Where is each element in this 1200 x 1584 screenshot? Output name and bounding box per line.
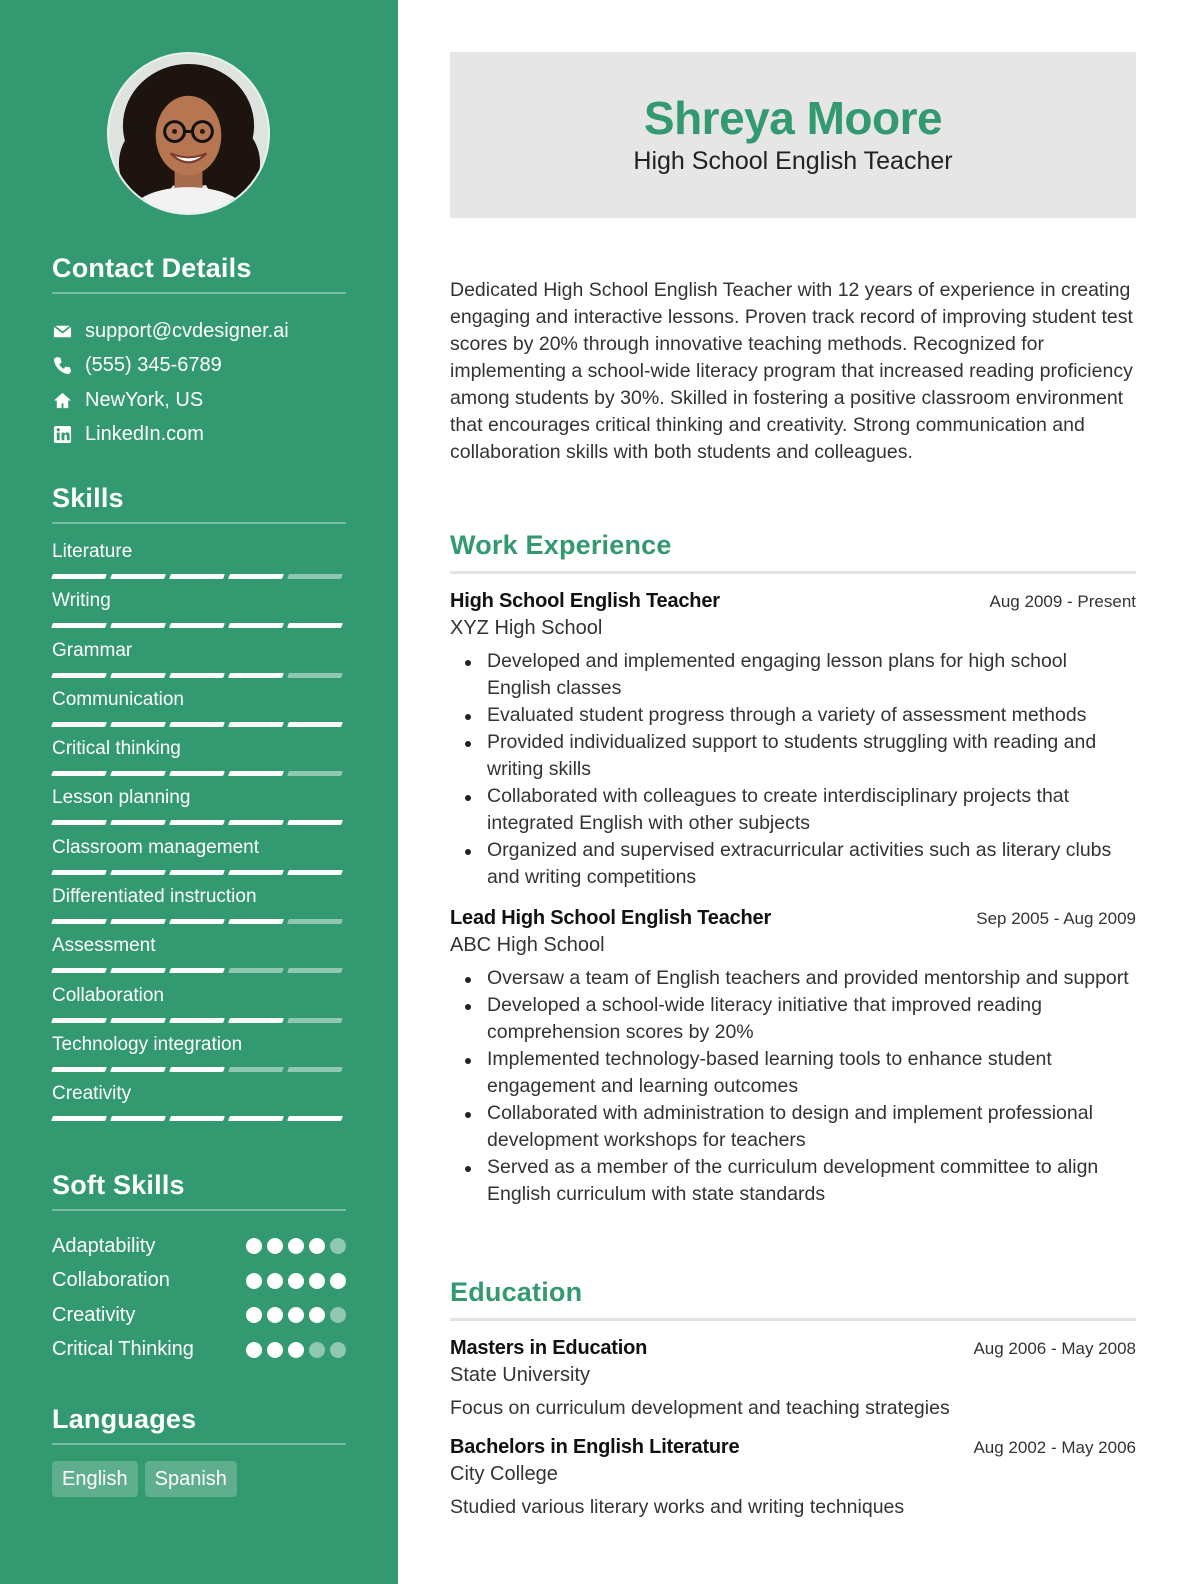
work-experience-section: [450, 529, 1136, 1208]
soft-skill-rating: [246, 1307, 346, 1323]
soft-skill-rating: [246, 1342, 346, 1358]
skill-level-bar: [52, 722, 346, 727]
skill-name: Collaboration: [52, 984, 164, 1006]
rating-dot-filled: [246, 1273, 262, 1289]
rating-dot-filled: [288, 1238, 304, 1254]
rating-dot-filled: [288, 1342, 304, 1358]
skill-level-segment-filled: [51, 919, 107, 924]
language-tag: Spanish: [145, 1461, 237, 1497]
skill-level-segment-filled: [51, 820, 107, 825]
job-bullet: Developed and implemented engaging lesson plans for high school English classes: [450, 648, 1136, 702]
rating-dot-filled: [246, 1238, 262, 1254]
skill-level-segment-filled: [169, 574, 225, 579]
skill-level-segment-filled: [110, 820, 166, 825]
skill-level-segment-empty: [287, 919, 343, 924]
skill-level-segment-filled: [228, 820, 284, 825]
contact-email[interactable]: [52, 314, 346, 349]
skill-level-bar: [52, 968, 346, 973]
rating-dot-filled: [288, 1273, 304, 1289]
skill-level-segment-empty: [287, 574, 343, 579]
rating-dot-filled: [309, 1307, 325, 1323]
job-bullet: Oversaw a team of English teachers and provided mentorship and support: [450, 965, 1136, 992]
skill-level-segment-filled: [110, 1018, 166, 1023]
profile-photo: [107, 52, 270, 215]
soft-skill-name: Creativity: [52, 1303, 136, 1326]
candidate-title: High School English Teacher: [633, 147, 953, 175]
rating-dot-filled: [246, 1307, 262, 1323]
skill-name: Differentiated instruction: [52, 886, 257, 908]
soft-skill-rating: [246, 1273, 346, 1289]
skill-name: Critical thinking: [52, 738, 181, 760]
home-icon: [52, 390, 72, 410]
work-experience-heading: Work Experience: [450, 529, 1136, 574]
job-bullet: Implemented technology-based learning tools to enhance student engagement and learning outcomes: [450, 1046, 1136, 1100]
skill-level-bar: [52, 1067, 346, 1072]
skill-item: [52, 589, 346, 638]
job-entry: [450, 905, 1136, 1208]
skill-level-bar: [52, 771, 346, 776]
soft-skills-heading: Soft Skills: [52, 1169, 346, 1211]
job-organization: XYZ High School: [450, 617, 603, 639]
education-heading: Education: [450, 1276, 1136, 1321]
soft-skill-name: Adaptability: [52, 1234, 156, 1257]
rating-dot-filled: [309, 1273, 325, 1289]
skill-level-segment-filled: [228, 1018, 284, 1023]
education-date: Aug 2006 - May 2008: [973, 1339, 1136, 1358]
soft-skill-item: [52, 1229, 346, 1264]
soft-skill-item: [52, 1298, 346, 1333]
skill-item: [52, 786, 346, 835]
education-date: Aug 2002 - May 2006: [973, 1438, 1136, 1457]
languages-list: [52, 1461, 346, 1497]
education-section: [450, 1276, 1136, 1521]
job-bullet: Served as a member of the curriculum development committee to align English curriculum with state standards: [450, 1154, 1136, 1208]
skill-level-segment-filled: [169, 673, 225, 678]
skill-level-segment-empty: [287, 968, 343, 973]
skill-name: Literature: [52, 541, 133, 562]
skill-level-bar: [52, 1116, 346, 1121]
rating-dot-filled: [288, 1307, 304, 1323]
skill-level-segment-filled: [169, 623, 225, 628]
skill-name: Creativity: [52, 1083, 132, 1105]
languages-section: [52, 1403, 346, 1497]
skill-level-segment-filled: [51, 870, 107, 875]
skill-level-segment-filled: [169, 722, 225, 727]
job-bullet: Collaborated with colleagues to create interdisciplinary projects that integrated English with other subjects: [450, 783, 1136, 837]
soft-skill-name: Critical Thinking: [52, 1338, 194, 1361]
contact-list: [52, 314, 346, 452]
sidebar: [0, 0, 398, 1584]
education-degree: Bachelors in English Literature: [450, 1436, 740, 1458]
skill-level-segment-filled: [110, 722, 166, 727]
skills-heading: Skills: [52, 482, 346, 524]
linkedin-icon: [52, 425, 72, 445]
skill-level-segment-filled: [110, 1116, 166, 1121]
education-degree: Masters in Education: [450, 1337, 648, 1359]
skill-level-segment-filled: [51, 771, 107, 776]
job-date: Aug 2009 - Present: [989, 592, 1136, 611]
skill-item: [52, 1082, 346, 1131]
skill-item: [52, 984, 346, 1033]
skill-item: [52, 688, 346, 737]
job-bullet: Evaluated student progress through a variety of assessment methods: [450, 702, 1136, 729]
skill-name: Assessment: [52, 935, 156, 957]
job-bullet: Provided individualized support to students struggling with reading and writing skills: [450, 729, 1136, 783]
skill-item: [52, 885, 346, 934]
skill-level-segment-empty: [287, 771, 343, 776]
skill-level-segment-filled: [169, 919, 225, 924]
contact-linkedin[interactable]: [52, 418, 346, 453]
languages-heading: Languages: [52, 1403, 346, 1445]
skill-level-segment-filled: [169, 968, 225, 973]
skill-level-segment-filled: [110, 919, 166, 924]
skill-level-segment-filled: [228, 870, 284, 875]
skill-level-segment-empty: [287, 1018, 343, 1023]
skill-level-segment-filled: [169, 870, 225, 875]
skill-level-segment-empty: [228, 968, 284, 973]
skill-level-segment-filled: [51, 1018, 107, 1023]
contact-heading: Contact Details: [52, 252, 346, 294]
contact-linkedin-text: LinkedIn.com: [85, 423, 204, 446]
job-date: Sep 2005 - Aug 2009: [976, 909, 1136, 928]
job-organization: ABC High School: [450, 934, 605, 956]
skill-level-segment-filled: [110, 771, 166, 776]
skill-level-segment-filled: [228, 919, 284, 924]
soft-skills-list: [52, 1229, 346, 1367]
skill-name: Grammar: [52, 639, 133, 661]
candidate-name: Shreya Moore: [643, 92, 943, 144]
skill-level-segment-empty: [287, 1067, 343, 1072]
job-bullets: [450, 648, 1136, 891]
skill-name: Technology integration: [52, 1033, 243, 1055]
skill-level-segment-filled: [110, 623, 166, 628]
skill-level-segment-filled: [169, 771, 225, 776]
education-entry: [450, 1434, 1136, 1521]
rating-dot-filled: [267, 1238, 283, 1254]
skill-level-segment-filled: [228, 623, 284, 628]
skill-item: [52, 639, 346, 688]
skill-level-segment-filled: [169, 820, 225, 825]
rating-dot-filled: [330, 1273, 346, 1289]
skills-section: [52, 482, 346, 1132]
skill-level-segment-filled: [110, 673, 166, 678]
skill-item: [52, 836, 346, 885]
skill-level-segment-filled: [287, 870, 343, 875]
job-bullet: Developed a school-wide literacy initiative that improved reading comprehension scores by 20%: [450, 992, 1136, 1046]
skill-level-segment-filled: [287, 1116, 343, 1121]
contact-location-text: NewYork, US: [85, 388, 204, 411]
skill-name: Classroom management: [52, 836, 259, 858]
rating-dot-empty: [309, 1342, 325, 1358]
skill-name: Communication: [52, 688, 184, 710]
skill-item: [52, 737, 346, 786]
contact-location: [52, 383, 346, 418]
skill-level-segment-empty: [287, 673, 343, 678]
education-school: State University: [450, 1364, 591, 1386]
skill-item: [52, 1033, 346, 1082]
job-bullet: Collaborated with administration to design and implement professional development workshops for teachers: [450, 1100, 1136, 1154]
skill-level-bar: [52, 919, 346, 924]
envelope-icon: [52, 321, 72, 341]
skill-level-bar: [52, 870, 346, 875]
soft-skill-name: Collaboration: [52, 1269, 170, 1292]
skill-level-segment-filled: [110, 1067, 166, 1072]
skill-level-segment-filled: [228, 1116, 284, 1121]
soft-skills-section: [52, 1169, 346, 1367]
skill-level-bar: [52, 673, 346, 678]
job-bullets: [450, 965, 1136, 1208]
skill-level-segment-filled: [287, 623, 343, 628]
contact-phone[interactable]: [52, 349, 346, 384]
skill-level-segment-filled: [228, 574, 284, 579]
skill-level-segment-filled: [51, 623, 107, 628]
soft-skill-rating: [246, 1238, 346, 1254]
skill-level-segment-filled: [51, 968, 107, 973]
rating-dot-filled: [267, 1307, 283, 1323]
skill-level-segment-empty: [228, 1067, 284, 1072]
education-school: City College: [450, 1463, 558, 1485]
skill-name: Writing: [52, 590, 111, 612]
soft-skill-item: [52, 1333, 346, 1368]
skill-level-segment-filled: [169, 1116, 225, 1121]
rating-dot-empty: [330, 1342, 346, 1358]
skill-level-segment-filled: [287, 722, 343, 727]
education-entry: [450, 1335, 1136, 1422]
rating-dot-empty: [330, 1238, 346, 1254]
rating-dot-filled: [267, 1342, 283, 1358]
soft-skill-item: [52, 1264, 346, 1299]
skill-name: Lesson planning: [52, 787, 191, 809]
resume-header: [450, 52, 1136, 218]
rating-dot-filled: [309, 1238, 325, 1254]
skill-level-bar: [52, 1018, 346, 1023]
skill-level-segment-filled: [110, 968, 166, 973]
phone-icon: [52, 356, 72, 376]
job-entry: [450, 588, 1136, 891]
job-bullet: Organized and supervised extracurricular activities such as literary clubs and writing competitions: [450, 837, 1136, 891]
skill-level-segment-filled: [51, 1116, 107, 1121]
skill-level-segment-filled: [110, 870, 166, 875]
skill-level-segment-filled: [51, 1067, 107, 1072]
rating-dot-filled: [246, 1342, 262, 1358]
job-role: Lead High School English Teacher: [450, 907, 772, 929]
education-description: Focus on curriculum development and teaching strategies: [450, 1397, 950, 1419]
rating-dot-empty: [330, 1307, 346, 1323]
skill-level-segment-filled: [228, 722, 284, 727]
skill-level-segment-filled: [228, 673, 284, 678]
skill-item: [52, 540, 346, 589]
contact-phone-text: (555) 345-6789: [85, 354, 222, 377]
skill-level-segment-filled: [51, 574, 107, 579]
contact-section: [52, 252, 346, 452]
skill-level-segment-filled: [110, 574, 166, 579]
skill-level-segment-filled: [287, 820, 343, 825]
skill-level-segment-filled: [169, 1067, 225, 1072]
skills-list: [52, 540, 346, 1132]
language-tag: English: [52, 1461, 138, 1497]
skill-level-bar: [52, 820, 346, 825]
rating-dot-filled: [267, 1273, 283, 1289]
skill-level-segment-filled: [51, 673, 107, 678]
profile-photo-illustration: [109, 54, 268, 213]
skill-level-bar: [52, 623, 346, 628]
profile-summary: Dedicated High School English Teacher with 12 years of experience in creating engaging and interactive lessons. Proven track record of improving student test scores by 20% through innovative teaching methods. Recognized for implementing a school-wide literacy program that increased reading proficiency among students by 30%. Skilled in fostering a positive classroom environment that encourages critical thinking and creativity. Strong communication and collaboration skills with both students and colleagues.: [450, 279, 1133, 463]
skill-level-bar: [52, 574, 346, 579]
skill-level-segment-filled: [51, 722, 107, 727]
skill-level-segment-filled: [228, 771, 284, 776]
education-description: Studied various literary works and writing techniques: [450, 1496, 905, 1518]
job-role: High School English Teacher: [450, 590, 720, 612]
skill-item: [52, 934, 346, 983]
contact-email-text: support@cvdesigner.ai: [85, 319, 289, 342]
skill-level-segment-filled: [169, 1018, 225, 1023]
